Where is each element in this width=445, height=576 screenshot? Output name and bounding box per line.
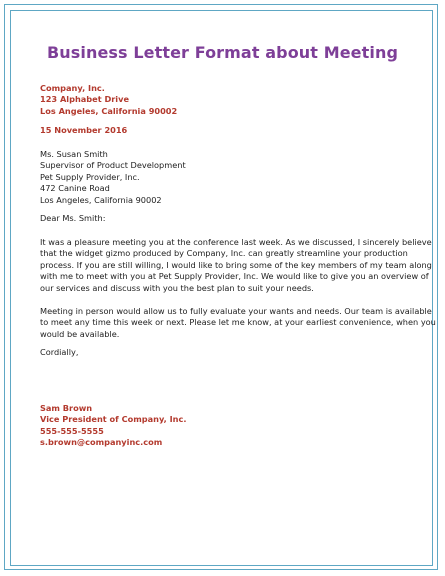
paragraph-line: process. If you are still willing, I would like to bring some of the key members of my team along: [40, 259, 432, 270]
recipient-name: Ms. Susan Smith: [40, 149, 108, 159]
recipient-address: [40, 149, 186, 206]
paragraph-line: that the widget gizmo produced by Company, Inc. can greatly streamline your production: [40, 248, 408, 259]
sender-street: 123 Alphabet Drive: [40, 94, 130, 105]
body-paragraph-2: [40, 306, 436, 340]
sender-address: [40, 83, 177, 117]
recipient-city: Los Angeles, California 90002: [40, 194, 162, 205]
sender-city: Los Angeles, California 90002: [40, 105, 178, 116]
paragraph-line: It was a pleasure meeting you at the conference last week. As we discussed, I sincerely believe: [40, 237, 432, 247]
paragraph-line: our services and discuss with you the best plan to suit your needs.: [40, 282, 314, 293]
paragraph-line: with me to meet with you at Pet Supply Provider, Inc. We would like to give you an overview of: [40, 271, 429, 282]
paragraph-line: to meet any time this week or next. Please let me know, at your earliest convenience, when you: [40, 317, 436, 328]
paragraph-line: Meeting in person would allow us to fully evaluate your wants and needs. Our team is available: [40, 306, 432, 316]
recipient-street: 472 Canine Road: [40, 183, 110, 194]
letter-title: Business Letter Format about Meeting: [46, 43, 398, 62]
sender-company: Company, Inc.: [40, 83, 105, 93]
letter-date: 15 November 2016: [40, 125, 128, 135]
salutation: Dear Ms. Smith:: [40, 213, 106, 223]
recipient-title: Supervisor of Product Development: [40, 160, 186, 171]
signature-name: Sam Brown: [40, 403, 93, 413]
signature-email[interactable]: s.brown@companyinc.com: [40, 437, 163, 448]
signature-title: Vice President of Company, Inc.: [40, 414, 187, 425]
body-paragraph-1: [40, 237, 432, 294]
paragraph-line: would be available.: [40, 328, 120, 339]
signature-block: [40, 403, 186, 449]
signature-phone: 555-555-5555: [40, 425, 104, 436]
closing: Cordially,: [40, 347, 79, 357]
recipient-company: Pet Supply Provider, Inc.: [40, 171, 140, 182]
